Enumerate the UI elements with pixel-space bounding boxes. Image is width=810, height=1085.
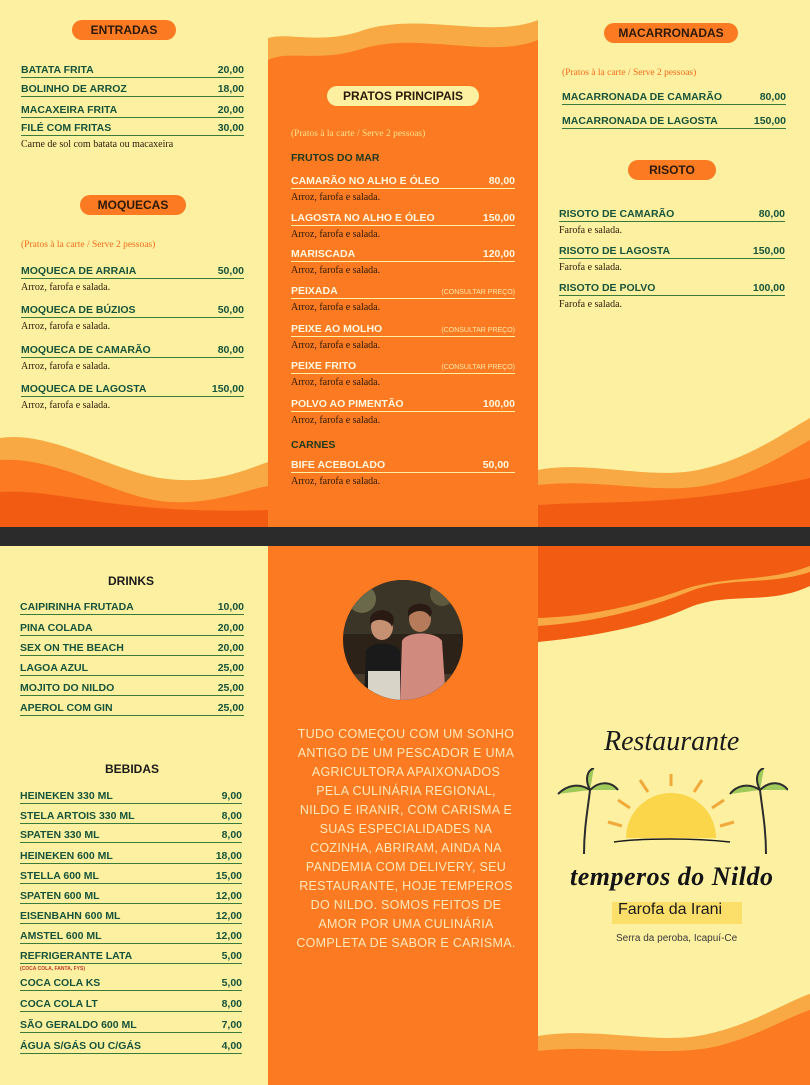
menu-item: BATATA FRITA 20,00 <box>21 61 244 78</box>
menu-item: SPATEN 600 ML 12,00 <box>20 887 242 904</box>
serving-note: (Pratos à la carte / Serve 2 pessoas) <box>291 129 426 139</box>
menu-item: MACARRONADA DE LAGOSTA 150,00 <box>562 112 786 129</box>
serving-note: (Pratos à la carte / Serve 2 pessoas) <box>562 68 697 78</box>
item-description: Arroz, farofa e salada. <box>291 192 381 203</box>
frutos-section-title: FRUTOS DO MAR <box>291 152 380 164</box>
menu-item: APEROL COM GIN 25,00 <box>20 699 244 716</box>
brand-name: temperos do Nildo <box>570 862 774 891</box>
menu-item: PEIXE AO MOLHO (CONSULTAR PREÇO) <box>291 320 515 337</box>
restaurant-label: Restaurante <box>604 726 740 757</box>
menu-item: BIFE ACEBOLADO 50,00 <box>291 456 515 473</box>
menu-item: EISENBAHN 600 ML 12,00 <box>20 907 242 924</box>
drinks-title: DRINKS <box>108 574 155 588</box>
right-panel <box>538 0 810 527</box>
item-description: Arroz, farofa e salada. <box>291 377 381 388</box>
menu-item: MOQUECA DE LAGOSTA 150,00 <box>21 380 244 397</box>
menu-item: BOLINHO DE ARROZ 18,00 <box>21 80 244 97</box>
item-description: Arroz, farofa e salada. <box>291 265 381 276</box>
menu-item: ÁGUA S/GÁS OU C/GÁS 4,00 <box>20 1037 242 1054</box>
middle-panel <box>268 0 538 527</box>
menu-item: MOQUECA DE BÚZIOS 50,00 <box>21 301 244 318</box>
menu-item: MOQUECA DE CAMARÃO 80,00 <box>21 341 244 358</box>
item-description: Arroz, farofa e salada. <box>21 361 111 372</box>
menu-item: LAGOA AZUL 25,00 <box>20 659 244 676</box>
menu-item: MACARRONADA DE CAMARÃO 80,00 <box>562 88 786 105</box>
owners-photo <box>342 579 464 701</box>
carnes-section-title: CARNES <box>291 439 336 451</box>
refrigerante-note: (COCA COLA, FANTA, FYS) <box>20 966 85 972</box>
item-description: Arroz, farofa e salada. <box>21 400 111 411</box>
menu-item: SÃO GERALDO 600 ML 7,00 <box>20 1016 242 1033</box>
brand-tagline: Farofa da Irani <box>618 901 723 918</box>
menu-item: STELA ARTOIS 330 ML 8,00 <box>20 807 242 824</box>
item-description: Carne de sol com batata ou macaxeira <box>21 139 174 150</box>
item-description: Arroz, farofa e salada. <box>291 302 381 313</box>
menu-item: MARISCADA 120,00 <box>291 245 515 262</box>
menu-item: CAIPIRINHA FRUTADA 10,00 <box>20 598 244 615</box>
item-description: Arroz, farofa e salada. <box>291 415 381 426</box>
menu-item: PEIXE FRITO (CONSULTAR PREÇO) <box>291 357 515 374</box>
menu-item: FILÉ COM FRITAS 30,00 <box>21 119 244 136</box>
menu-item: CAMARÃO NO ALHO E ÓLEO 80,00 <box>291 172 515 189</box>
palm-tree-left-icon <box>558 768 618 854</box>
brand-location: Serra da peroba, Icapuí-Ce <box>616 933 738 944</box>
menu-item: HEINEKEN 600 ML 18,00 <box>20 847 242 864</box>
item-description: Arroz, farofa e salada. <box>291 476 381 487</box>
menu-item: PINA COLADA 20,00 <box>20 619 244 636</box>
menu-item: STELLA 600 ML 15,00 <box>20 867 242 884</box>
sun-palm-logo <box>554 768 788 858</box>
principais-title: PRATOS PRINCIPAIS <box>327 86 479 106</box>
item-description: Farofa e salada. <box>559 225 623 236</box>
sun-icon <box>608 774 734 842</box>
menu-item: COCA COLA LT 8,00 <box>20 995 242 1012</box>
page-divider <box>0 527 810 546</box>
risoto-title: RISOTO <box>628 160 716 180</box>
menu-item: RISOTO DE LAGOSTA 150,00 <box>559 242 785 259</box>
entradas-title: ENTRADAS <box>72 20 176 40</box>
menu-item: HEINEKEN 330 ML 9,00 <box>20 787 242 804</box>
menu-item: MACAXEIRA FRITA 20,00 <box>21 101 244 118</box>
palm-tree-right-icon <box>730 768 788 854</box>
menu-item: RISOTO DE POLVO 100,00 <box>559 279 785 296</box>
menu-item: PEIXADA (CONSULTAR PREÇO) <box>291 282 515 299</box>
moquecas-title: MOQUECAS <box>80 195 186 215</box>
item-description: Farofa e salada. <box>559 262 623 273</box>
serving-note: (Pratos à la carte / Serve 2 pessoas) <box>21 240 156 250</box>
story-panel <box>268 546 538 1085</box>
item-description: Arroz, farofa e salada. <box>291 229 381 240</box>
cover-panel <box>538 546 810 1085</box>
menu-item: REFRIGERANTE LATA 5,00 <box>20 947 242 964</box>
menu-item: LAGOSTA NO ALHO E ÓLEO 150,00 <box>291 209 515 226</box>
menu-item: POLVO AO PIMENTÃO 100,00 <box>291 395 515 412</box>
item-description: Farofa e salada. <box>559 299 623 310</box>
drinks-panel <box>0 546 268 1085</box>
menu-inner-page <box>0 0 810 527</box>
menu-item: MOJITO DO NILDO 25,00 <box>20 679 244 696</box>
bebidas-title: BEBIDAS <box>105 762 160 776</box>
menu-item: AMSTEL 600 ML 12,00 <box>20 927 242 944</box>
menu-item: COCA COLA KS 5,00 <box>20 974 242 991</box>
item-description: Arroz, farofa e salada. <box>21 282 111 293</box>
story-text: TUDO COMEÇOU COM UM SONHO ANTIGO DE UM PESCADOR E UMA AGRICULTORA APAIXONADOS PELA CULINÁRIA REGIONAL, NILDO E IRANIR, COM CARISMA E SUAS ESPECIALIDADES NA COZINHA, ABRIRAM, AINDA NA PANDEMIA COM DELIVERY, SEU RESTAURANTE, HOJE TEMPEROS DO NILDO. SOMOS FEITOS DE AMOR POR UMA CULINÁRIA COMPLETA DE SABOR E CARISMA. <box>296 727 516 950</box>
menu-item: RISOTO DE CAMARÃO 80,00 <box>559 205 785 222</box>
menu-item: MOQUECA DE ARRAIA 50,00 <box>21 262 244 279</box>
menu-item: SPATEN 330 ML 8,00 <box>20 826 242 843</box>
macarronadas-title: MACARRONADAS <box>604 23 738 43</box>
menu-item: SEX ON THE BEACH 20,00 <box>20 639 244 656</box>
item-description: Arroz, farofa e salada. <box>21 321 111 332</box>
menu-outer-page <box>0 546 810 1085</box>
left-panel <box>0 0 268 527</box>
item-description: Arroz, farofa e salada. <box>291 340 381 351</box>
